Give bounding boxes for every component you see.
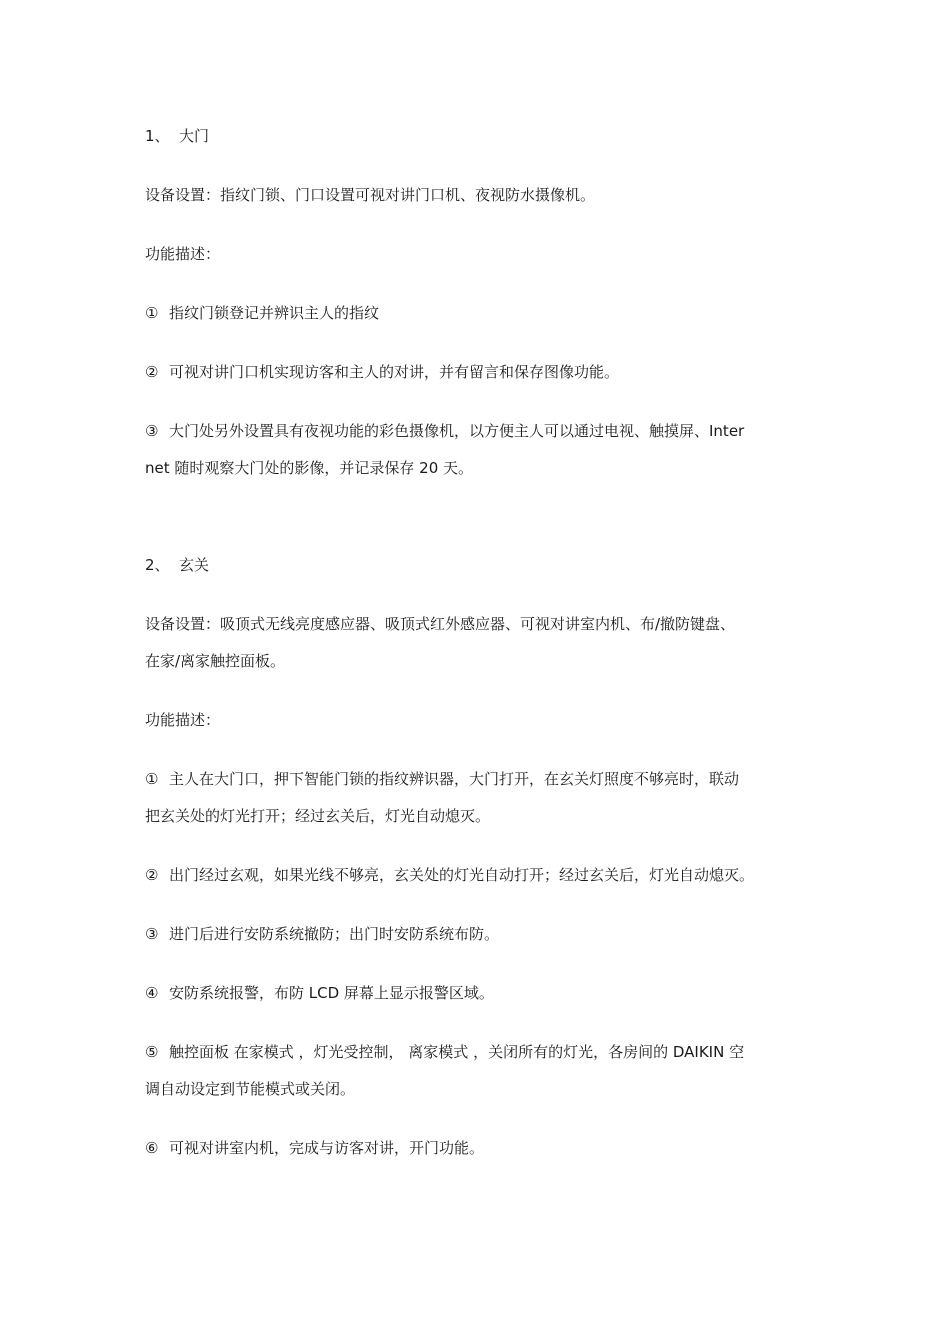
equipment-text <box>145 606 811 680</box>
item-text: 进门后进行安防系统撤防；出门时安防系统布防。 <box>169 925 500 943</box>
item-marker: ① <box>145 770 159 788</box>
section-number: 2、 <box>145 556 170 574</box>
item-text: 指纹门锁登记并辨识主人的指纹 <box>169 304 380 322</box>
item-text: 大门处另外设置具有夜视功能的彩色摄像机，以方便主人可以通过电视、触摸屏、Inter <box>169 422 745 440</box>
item-marker: ③ <box>145 925 159 943</box>
item-marker: ① <box>145 304 159 322</box>
list-item <box>145 354 811 391</box>
item-text: 可视对讲门口机实现访客和主人的对讲，并有留言和保存图像功能。 <box>169 363 620 381</box>
document-page <box>145 118 811 1189</box>
item-marker: ② <box>145 363 159 381</box>
list-item <box>145 295 811 332</box>
equipment-line: 设备设置：吸顶式无线亮度感应器、吸顶式红外感应器、可视对讲室内机、布/撤防键盘、 <box>145 615 736 633</box>
item-marker: ④ <box>145 984 159 1002</box>
section-heading-2 <box>145 547 811 584</box>
item-text-continued: 把玄关处的灯光打开；经过玄关后，灯光自动熄灭。 <box>145 807 491 825</box>
section-title: 玄关 <box>179 556 210 574</box>
item-marker: ⑥ <box>145 1139 159 1157</box>
item-text: 出门经过玄观，如果光线不够亮，玄关处的灯光自动打开；经过玄关后，灯光自动熄灭。 <box>169 866 755 884</box>
item-text: 安防系统报警，布防 LCD 屏幕上显示报警区域。 <box>169 984 494 1002</box>
function-label: 功能描述： <box>145 245 221 263</box>
list-item <box>145 1130 811 1167</box>
item-marker: ⑤ <box>145 1043 159 1061</box>
list-item <box>145 975 811 1012</box>
item-text: 可视对讲室内机，完成与访客对讲，开门功能。 <box>169 1139 485 1157</box>
equipment-text: 设备设置：指纹门锁、门口设置可视对讲门口机、夜视防水摄像机。 <box>145 186 596 204</box>
item-marker: ③ <box>145 422 159 440</box>
item-marker: ② <box>145 866 159 884</box>
equipment-line: 在家/离家触控面板。 <box>145 652 286 670</box>
list-item <box>145 857 811 894</box>
section-heading-1 <box>145 118 811 155</box>
section-title: 大门 <box>179 127 210 145</box>
function-label: 功能描述： <box>145 711 221 729</box>
item-text-continued: net 随时观察大门处的影像，并记录保存 20 天。 <box>145 459 474 477</box>
list-item <box>145 761 811 835</box>
item-text: 主人在大门口，押下智能门锁的指纹辨识器，大门打开，在玄关灯照度不够亮时，联动 <box>169 770 740 788</box>
item-text: 触控面板 在家模式 ，灯光受控制， 离家模式 ，关闭所有的灯光，各房间的 DAIKIN 空 <box>169 1043 745 1061</box>
list-item <box>145 413 811 487</box>
item-text-continued: 调自动设定到节能模式或关闭。 <box>145 1080 356 1098</box>
section-number: 1、 <box>145 127 170 145</box>
section-spacer <box>145 509 811 547</box>
list-item <box>145 1034 811 1108</box>
list-item <box>145 916 811 953</box>
